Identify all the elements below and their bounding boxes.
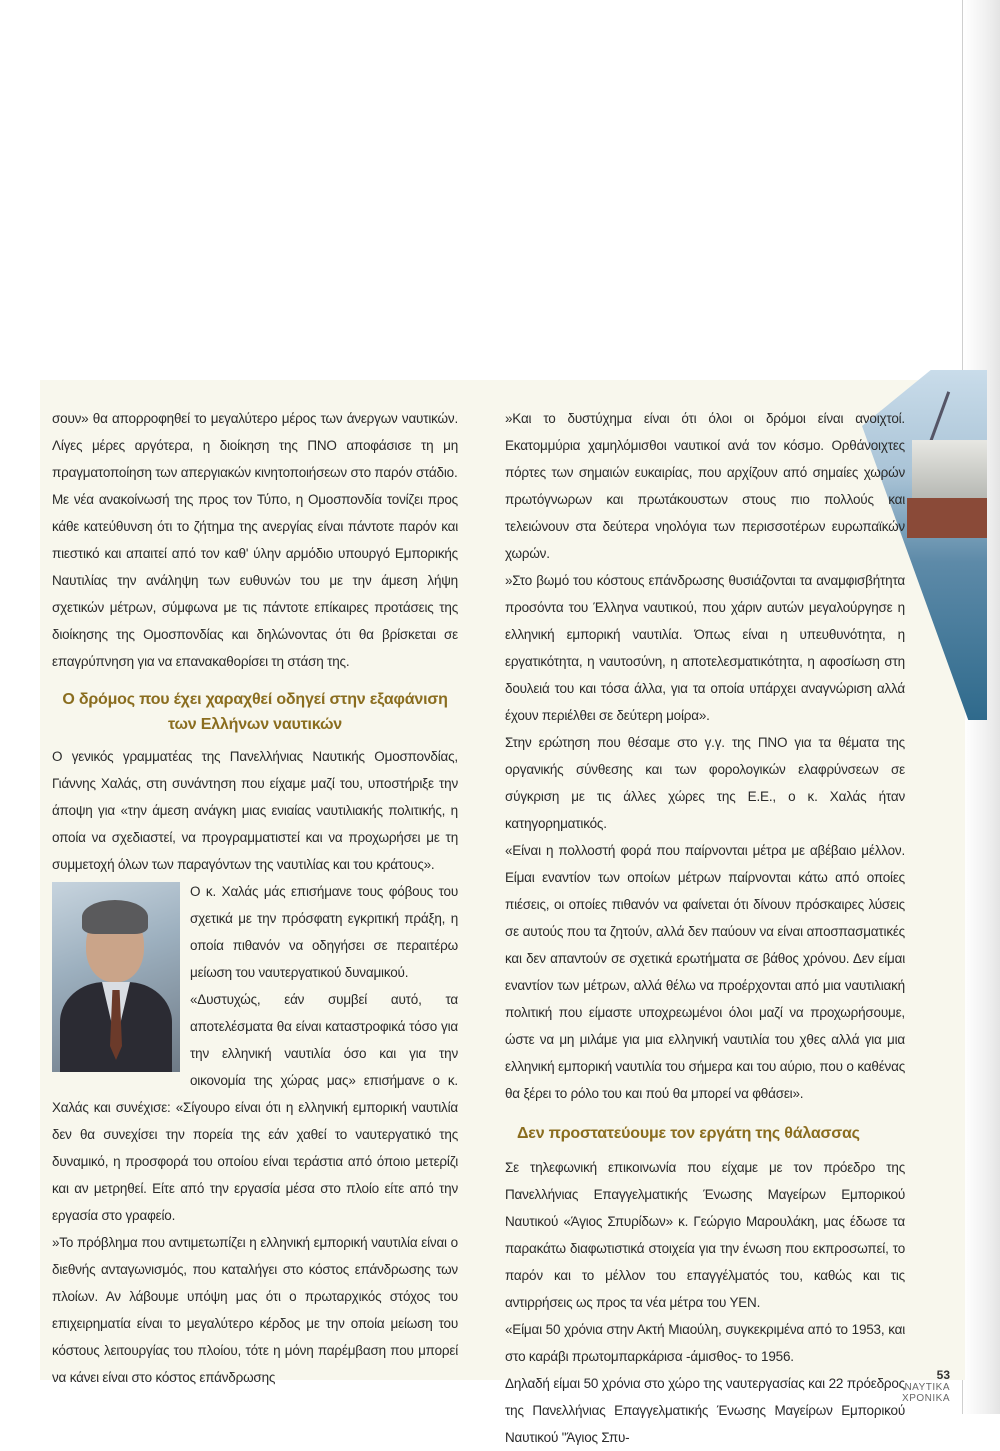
- right-section-heading: Δεν προστατεύουμε τον εργάτη της θάλασσας: [517, 1125, 860, 1142]
- magazine-name-line1: ΝΑΥΤΙΚΑ: [904, 1382, 950, 1393]
- ship-superstructure: [912, 440, 987, 500]
- left-paragraph-5: «Δυστυχώς, εάν συμβεί αυτό, τα αποτελέσματα θα είναι καταστροφικά τόσο για την ελληνική ναυτιλία όσο και για την οικονομία της χώρας μας» επισήμανε ο κ. Χαλάς και συνέχισε: «Σίγουρο είναι ότι η ελληνική εμπορική ναυτιλία δεν θα συνεχίσει την πορεία της εάν χαθεί το ναυτεργατικό της δυναμικό, η προσφορά του οποίου είναι τεράστια από όποιο μετερίζι και αν μετρηθεί. Είτε από την εργασία μέσα στο πλοίο είτε από την εργασία στο γραφείο.: [52, 992, 458, 1223]
- portrait-hair: [82, 900, 148, 934]
- left-paragraph-3: Ο γενικός γραμματέας της Πανελλήνιας Ναυτικής Ομοσπονδίας, Γιάννης Χαλάς, στη συνάντηση που είχαμε μαζί του, υποστήριξε την άποψη για «την άμεση ανάγκη μιας ενιαίας ναυτιλιακής πολιτικής, η οποία να σχεδιαστεί, να προγραμματιστεί και να προχωρήσει με τη συμμετοχή όλων των παραγόντων της ναυτιλίας και του κράτους».: [52, 749, 458, 872]
- portrait-photo: [52, 882, 180, 1072]
- magazine-name-line2: ΧΡΟΝΙΚΑ: [902, 1393, 950, 1404]
- left-paragraph-1: σουν» θα απορροφηθεί το μεγαλύτερο μέρος των άνεργων ναυτικών. Λίγες μέρες αργότερα, η διοίκηση της ΠΝΟ αποφάσισε τη μη πραγματοποίηση των απεργιακών κινητοποιήσεων στο παρόν στάδιο.: [52, 411, 458, 480]
- right-paragraph-3: Στην ερώτηση που θέσαμε στο γ.γ. της ΠΝΟ για τα θέματα της οργανικής σύνθεσης και των φορολογικών ελαφρύνσεων σε σύγκριση με τις άλλες χώρες της Ε.Ε., ο κ. Χαλάς ήταν κατηγορηματικός.: [505, 735, 905, 831]
- right-paragraph-7: Δηλαδή είμαι 50 χρόνια στο χώρο της ναυτεργασίας και 22 πρόεδρος της Πανελλήνιας Επαγγελματικής Ένωσης Μαγείρων Εμπορικού Ναυτικού "Άγιος Σπυ-: [505, 1376, 905, 1445]
- right-paragraph-2: »Στο βωμό του κόστους επάνδρωσης θυσιάζονται τα αναμφισβήτητα προσόντα του Έλληνα ναυτικού, που χάριν αυτών μεγαλούργησε η ελληνική εμπορική ναυτιλία. Όπως είναι η υπευθυνότητα, η εργατικότητα, η ναυτοσύνη, η αποτελεσματικότητα, η αφοσίωση στη δουλειά του και τόσα άλλα, για τα οποία υπάρχει αναγνώριση αλλά έχουν περιέλθει σε δεύτερη μοίρα».: [505, 573, 905, 723]
- right-column: [505, 405, 905, 1451]
- ship-hull: [907, 498, 987, 538]
- right-paragraph-1: »Και το δυστύχημα είναι ότι όλοι οι δρόμοι είναι ανοιχτοί. Εκατομμύρια χαμηλόμισθοι ναυτικοί ανά τον κόσμο. Ορθάνοιχτες πόρτες των σημαιών ευκαιρίας, που αρχίζουν από σημαίες χωρών πρωτόγνωρων και πρωτάκουστων στους πιο πολλούς και τελειώνουν στα δεύτερα νηολόγια των περισσοτέρων ευρωπαϊκών χωρών.: [505, 411, 905, 561]
- right-paragraph-6: «Είμαι 50 χρόνια στην Ακτή Μιαούλη, συγκεκριμένα από το 1953, και στο καράβι πρωτομπαρκάρισα -άμισθος- το 1956.: [505, 1322, 905, 1364]
- right-paragraph-4: «Είναι η πολλοστή φορά που παίρνονται μέτρα με αβέβαιο μέλλον. Είμαι εναντίον των οποίων μέτρων παίρνονται κάτω από οποίες πιέσεις, οι οποίες πιθανόν να φαίνεται ότι δίνουν πρόσκαιρες λύσεις σε αυτούς που τα ζητούν, αλλά δεν παύουν να είναι αποσπασματικές και δεν απαντούν σε σχετικά ερωτήματα σε βάθος χρόνου. Δεν είμαι εναντίον των μέτρων, αλλά θέλω να προέρχονται από μια ναυτιλιακή πολιτική που είμαστε υποχρεωμένοι όλοι μαζί να προχωρήσουμε, ώστε να μη μιλάμε για μια ελληνική ναυτιλία του χθες αλλά για μια ελληνική εμπορική ναυτιλία του σήμερα και του αύριο, που ο καθένας θα ξέρει το ρόλο του και πού θα μπορεί να φθάσει».: [505, 843, 905, 1101]
- left-paragraph-4: Ο κ. Χαλάς μάς επισήμανε τους φόβους του σχετικά με την πρόσφατη εγκριτική πράξη, η οποία πιθανόν να οδηγήσει σε περαιτέρω μείωση του ναυτεργατικού δυναμικού.: [190, 884, 458, 980]
- left-column: [52, 405, 458, 1391]
- page-footer: [880, 1368, 950, 1404]
- right-paragraph-5: Σε τηλεφωνική επικοινωνία που είχαμε με τον πρόεδρο της Πανελλήνιας Επαγγελματικής Ένωσης Μαγείρων Εμπορικού Ναυτικού «Άγιος Σπυρίδων» κ. Γεώργιο Μαρουλάκη, μας έδωσε τα παρακάτω διαφωτιστικά στοιχεία για την ένωση που εκπροσωπεί, το παρόν και το μέλλον του επαγγέλματός του, καθώς και τις αντιρρήσεις ως προς τα νέα μέτρα του ΥΕΝ.: [505, 1160, 905, 1310]
- left-paragraph-6: »Το πρόβλημα που αντιμετωπίζει η ελληνική εμπορική ναυτιλία είναι ο διεθνής ανταγωνισμός, που καταλήγει στο κόστος επάνδρωσης των πλοίων. Αν λάβουμε υπόψη μας ότι ο πρωταρχικός στόχος του επιχειρηματία είναι το μεγαλύτερο κέρδος με την οποία μείωση του κόστους λειτουργίας του πλοίου, τότε η μόνη παρέμβαση που μπορεί να κάνει είναι στο κόστος επάνδρωσης: [52, 1235, 458, 1385]
- page-number: 53: [936, 1368, 950, 1382]
- left-section-heading: Ο δρόμος που έχει χαραχθεί οδηγεί στην εξαφάνιση των Ελλήνων ναυτικών: [62, 691, 448, 733]
- left-paragraph-2: Με νέα ανακοίνωσή της προς τον Τύπο, η Ομοσπονδία τονίζει προς κάθε κατεύθυνση ότι το ζήτημα της ανεργίας είναι πάντοτε παρόν και πιεστικό και απαιτεί από τον καθ' ύλην αρμόδιο υπουργό Εμπορικής Ναυτιλίας την ανάληψη των ευθυνών του με την άμεση λήψη σχετικών μέτρων, σύμφωνα με τις πάντοτε επίκαιρες προτάσεις της διοίκησης της Ομοσπονδίας και δηλώνοντας ότι θα βρίσκεται σε επαγρύπνηση για να επανακαθορίσει τη στάση της.: [52, 492, 458, 669]
